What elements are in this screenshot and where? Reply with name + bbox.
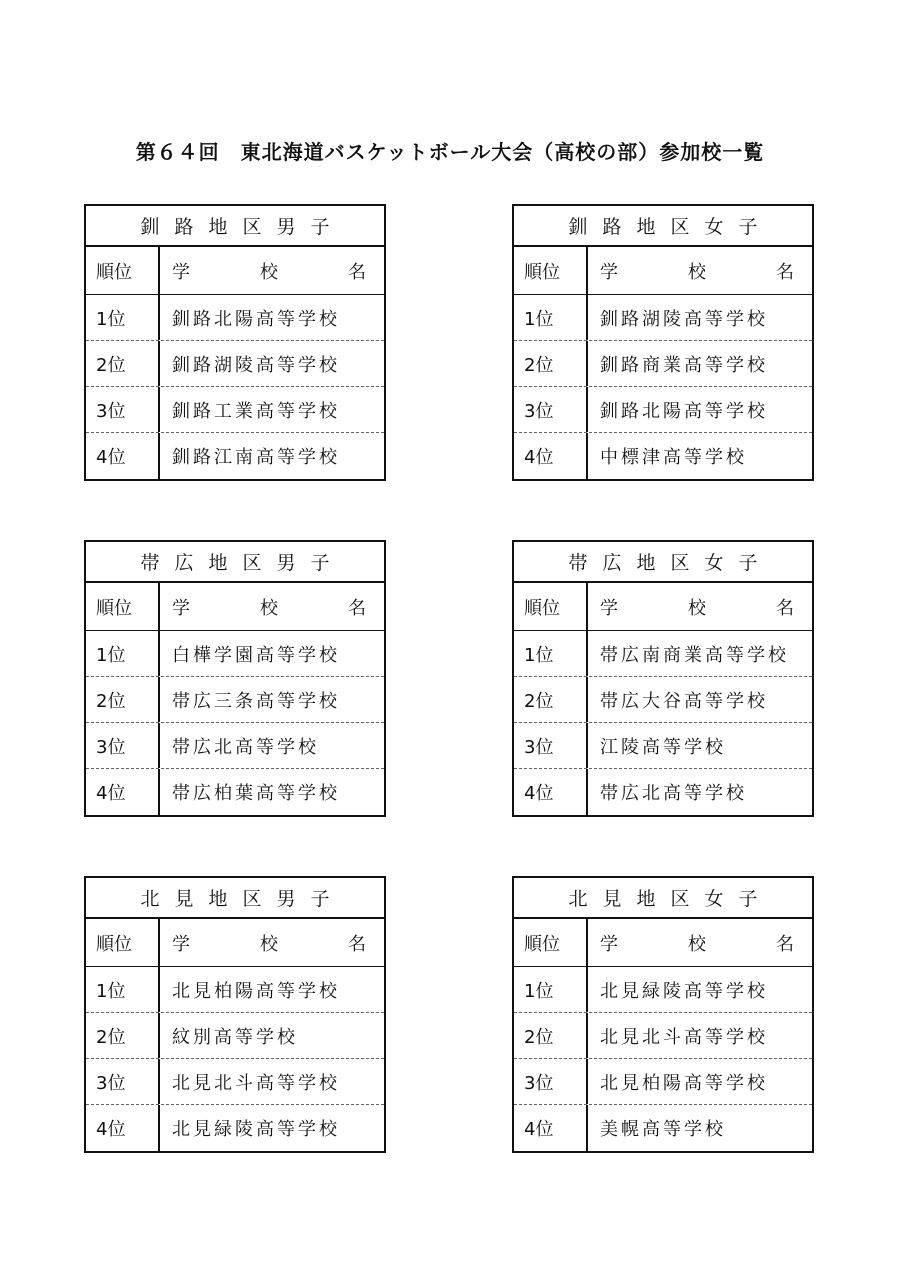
rank-cell: 1位 — [514, 967, 588, 1012]
rank-column-header: 順位 — [86, 919, 160, 966]
rank-cell: 2位 — [86, 341, 160, 386]
school-cell: 北見緑陵高等学校 — [600, 980, 768, 1002]
school-header-char: 名 — [348, 261, 366, 283]
table-row — [514, 723, 812, 769]
school-cell: 釧路工業高等学校 — [172, 400, 340, 422]
school-cell: 帯広三条高等学校 — [172, 690, 340, 712]
school-column-header — [588, 919, 812, 966]
school-cell: 釧路湖陵高等学校 — [172, 354, 340, 376]
table-row — [86, 433, 384, 479]
column-header-row — [514, 247, 812, 295]
school-header-char: 名 — [776, 933, 794, 955]
rank-cell: 3位 — [86, 1059, 160, 1104]
school-header-char: 学 — [172, 261, 190, 283]
column-header-row — [86, 247, 384, 295]
rank-cell: 2位 — [514, 341, 588, 386]
rank-cell: 4位 — [514, 1105, 588, 1151]
school-column-header — [588, 247, 812, 294]
school-column-header — [160, 247, 384, 294]
rank-column-header: 順位 — [86, 247, 160, 294]
school-cell: 紋別高等学校 — [172, 1026, 298, 1048]
school-cell: 釧路北陽高等学校 — [600, 400, 768, 422]
rank-column-header: 順位 — [86, 583, 160, 630]
table-kushiro-boys — [84, 204, 386, 481]
school-header-char: 名 — [348, 933, 366, 955]
school-cell: 釧路北陽高等学校 — [172, 308, 340, 330]
rank-column-header: 順位 — [514, 583, 588, 630]
table-row — [86, 769, 384, 815]
school-header-char: 学 — [600, 261, 618, 283]
table-heading: 北見地区男子 — [86, 878, 384, 919]
column-header-row — [514, 919, 812, 967]
school-cell: 釧路湖陵高等学校 — [600, 308, 768, 330]
table-heading: 帯広地区女子 — [514, 542, 812, 583]
rank-cell: 3位 — [514, 1059, 588, 1104]
table-row — [514, 341, 812, 387]
rank-cell: 4位 — [86, 433, 160, 479]
table-row — [514, 1059, 812, 1105]
table-obihiro-girls — [512, 540, 814, 817]
school-cell: 北見北斗高等学校 — [600, 1026, 768, 1048]
school-column-header — [588, 583, 812, 630]
rank-cell: 3位 — [86, 723, 160, 768]
table-row — [514, 1013, 812, 1059]
school-header-char: 学 — [600, 597, 618, 619]
school-header-char: 校 — [260, 933, 278, 955]
table-row — [86, 341, 384, 387]
table-row — [86, 677, 384, 723]
school-cell: 北見柏陽高等学校 — [172, 980, 340, 1002]
table-obihiro-boys — [84, 540, 386, 817]
school-column-header — [160, 919, 384, 966]
table-row — [514, 631, 812, 677]
column-header-row — [86, 583, 384, 631]
school-cell: 帯広北高等学校 — [172, 736, 319, 758]
school-header-char: 校 — [260, 261, 278, 283]
table-heading: 北見地区女子 — [514, 878, 812, 919]
table-row — [86, 1013, 384, 1059]
table-row — [514, 295, 812, 341]
rank-cell: 1位 — [86, 295, 160, 340]
table-heading: 釧路地区女子 — [514, 206, 812, 247]
school-header-char: 名 — [776, 597, 794, 619]
page-title: 第６４回 東北海道バスケットボール大会（高校の部）参加校一覧 — [135, 140, 765, 164]
table-heading: 釧路地区男子 — [86, 206, 384, 247]
school-cell: 帯広大谷高等学校 — [600, 690, 768, 712]
rank-column-header: 順位 — [514, 247, 588, 294]
school-header-char: 名 — [776, 261, 794, 283]
school-header-char: 校 — [688, 933, 706, 955]
school-cell: 江陵高等学校 — [600, 736, 726, 758]
column-header-row — [86, 919, 384, 967]
rank-cell: 2位 — [514, 677, 588, 722]
school-cell: 北見柏陽高等学校 — [600, 1072, 768, 1094]
school-cell: 中標津高等学校 — [600, 447, 747, 468]
school-cell: 帯広南商業高等学校 — [600, 644, 789, 666]
table-row — [514, 967, 812, 1013]
school-header-char: 校 — [688, 597, 706, 619]
school-header-char: 校 — [688, 261, 706, 283]
table-kitami-girls — [512, 876, 814, 1153]
school-cell: 釧路江南高等学校 — [172, 447, 340, 468]
rank-cell: 4位 — [514, 769, 588, 815]
table-row — [86, 1105, 384, 1151]
rank-cell: 1位 — [86, 631, 160, 676]
school-header-char: 名 — [348, 597, 366, 619]
school-header-char: 学 — [172, 933, 190, 955]
rank-cell: 4位 — [514, 433, 588, 479]
rank-cell: 2位 — [86, 1013, 160, 1058]
rank-cell: 3位 — [86, 387, 160, 432]
rank-cell: 2位 — [514, 1013, 588, 1058]
table-kushiro-girls — [512, 204, 814, 481]
table-row — [86, 295, 384, 341]
school-header-char: 学 — [172, 597, 190, 619]
school-cell: 帯広北高等学校 — [600, 783, 747, 804]
rank-cell: 3位 — [514, 723, 588, 768]
table-row — [514, 769, 812, 815]
table-kitami-boys — [84, 876, 386, 1153]
table-row — [86, 1059, 384, 1105]
table-row — [514, 387, 812, 433]
table-row — [86, 387, 384, 433]
rank-cell: 1位 — [514, 631, 588, 676]
school-cell: 釧路商業高等学校 — [600, 354, 768, 376]
table-row — [514, 677, 812, 723]
school-cell: 帯広柏葉高等学校 — [172, 783, 340, 804]
school-cell: 白樺学園高等学校 — [172, 644, 340, 666]
rank-cell: 2位 — [86, 677, 160, 722]
rank-cell: 1位 — [86, 967, 160, 1012]
table-row — [86, 723, 384, 769]
school-header-char: 学 — [600, 933, 618, 955]
rank-cell: 4位 — [86, 1105, 160, 1151]
school-cell: 北見緑陵高等学校 — [172, 1119, 340, 1140]
table-row — [514, 1105, 812, 1151]
table-row — [514, 433, 812, 479]
school-column-header — [160, 583, 384, 630]
rank-cell: 1位 — [514, 295, 588, 340]
rank-cell: 4位 — [86, 769, 160, 815]
table-row — [86, 631, 384, 677]
school-cell: 北見北斗高等学校 — [172, 1072, 340, 1094]
school-cell: 美幌高等学校 — [600, 1119, 726, 1140]
rank-column-header: 順位 — [514, 919, 588, 966]
table-heading: 帯広地区男子 — [86, 542, 384, 583]
rank-cell: 3位 — [514, 387, 588, 432]
school-header-char: 校 — [260, 597, 278, 619]
column-header-row — [514, 583, 812, 631]
table-row — [86, 967, 384, 1013]
